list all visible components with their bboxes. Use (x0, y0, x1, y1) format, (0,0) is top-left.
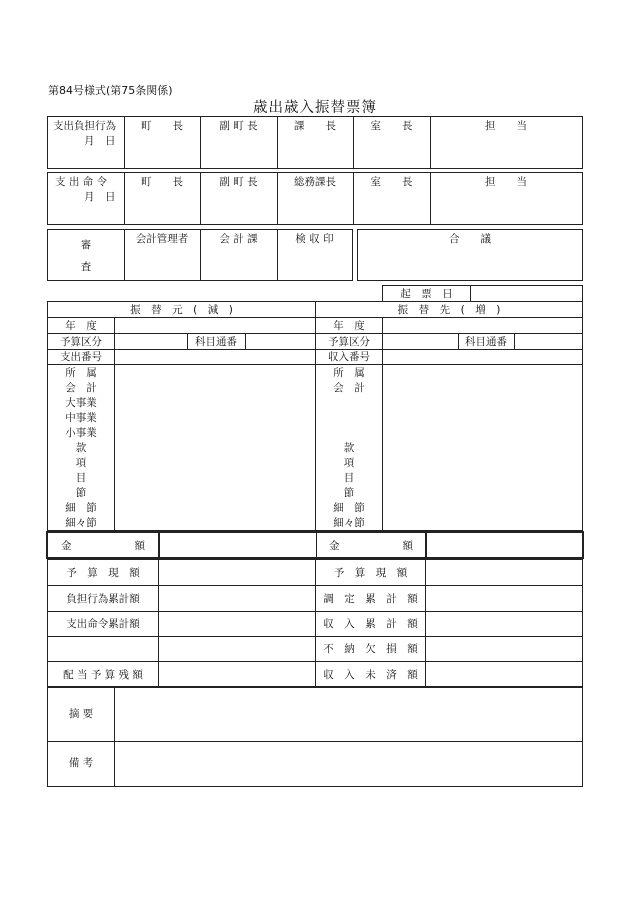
source-item-dept: 所 属 (65, 367, 97, 379)
dest-amount-label: 金 額 (329, 540, 413, 552)
revenue-cumulative-label: 収 入 累 計 額 (323, 618, 418, 630)
transfer-table (47, 301, 583, 531)
stamp-section-chief: 課 長 (294, 120, 336, 132)
dest-item-sub-setsu: 細 節 (333, 502, 365, 514)
audit-table (47, 229, 353, 281)
payment-label: 支 出 命 令 (55, 176, 108, 188)
source-item-major-project: 大事業 (65, 397, 97, 409)
council-label: 合 議 (449, 233, 491, 245)
stamp-deputy-mayor: 副 町 長 (219, 120, 258, 132)
source-item-moku: 目 (75, 472, 87, 484)
stamp-office-chief: 室 長 (370, 120, 413, 132)
notes-label: 備 考 (68, 757, 94, 769)
source-item-kan: 款 (75, 442, 87, 454)
dest-item-subsub-setsu: 細々節 (333, 517, 365, 529)
source-item-account: 会 計 (65, 382, 97, 394)
form-number: 第84号様式(第75条関係) (48, 84, 173, 97)
summary-table (47, 559, 583, 687)
uncollectible-loss-label: 不 納 欠 損 額 (323, 643, 418, 655)
revenue-outstanding-label: 収 入 未 済 額 (323, 669, 418, 681)
obligation-cumulative-label: 負担行為累計額 (66, 593, 140, 605)
budget-current-label: 予 算 現 額 (66, 567, 140, 579)
voucher-date-box (382, 285, 583, 302)
source-budget-class-label: 予算区分 (60, 336, 102, 348)
stamp-deputy-mayor-2: 副 町 長 (219, 176, 258, 188)
source-item-sub-setsu: 細 節 (65, 502, 97, 514)
transfer-destination-header: 振 替 先 ( 増 ) (397, 304, 501, 316)
form-title: 歳出歳入振替票簿 (253, 100, 377, 116)
dest-item-moku: 目 (343, 472, 355, 484)
source-subject-no-label: 科目通番 (195, 336, 237, 348)
assessment-cumulative-label: 調 定 累 計 額 (323, 593, 418, 605)
amount-row (46, 531, 584, 559)
payment-cumulative-label: 支出命令累計額 (66, 618, 140, 630)
summary-note-label: 摘 要 (68, 708, 94, 720)
obligation-date-label: 月 日 (84, 135, 116, 147)
dest-item-kou: 項 (343, 457, 355, 469)
council-box (357, 229, 583, 281)
source-year-label: 年 度 (65, 320, 97, 332)
stamp-accounting-section: 会 計 課 (219, 233, 258, 245)
dest-item-dept: 所 属 (333, 367, 365, 379)
stamp-mayor-2: 町 長 (141, 176, 183, 188)
audit-label-bottom: 査 (80, 261, 92, 273)
revenue-number-label: 収入番号 (328, 351, 370, 363)
approval-table-obligation (47, 116, 583, 169)
payment-date-label: 月 日 (84, 191, 116, 203)
dest-item-account: 会 計 (333, 382, 365, 394)
source-item-setsu: 節 (75, 487, 87, 499)
dest-subject-no-label: 科目通番 (465, 336, 507, 348)
dest-budget-current-label: 予 算 現 額 (333, 567, 408, 579)
stamp-inspection: 検 収 印 (295, 233, 334, 245)
stamp-accounting-manager: 会計管理者 (135, 233, 189, 245)
transfer-source-header: 振 替 元 ( 減 ) (130, 304, 233, 316)
source-item-kou: 項 (75, 457, 87, 469)
audit-label-top: 審 (80, 239, 92, 251)
stamp-staff-2: 担 当 (485, 176, 527, 188)
stamp-office-chief-2: 室 長 (370, 176, 413, 188)
source-item-subsub-setsu: 細々節 (65, 517, 97, 529)
allocated-budget-balance-label: 配 当 予 算 残 額 (63, 669, 143, 681)
stamp-staff: 担 当 (485, 120, 527, 132)
dest-year-label: 年 度 (333, 320, 365, 332)
dest-budget-class-label: 予算区分 (328, 336, 370, 348)
source-item-minor-project: 小事業 (65, 427, 97, 439)
dest-item-setsu: 節 (343, 487, 355, 499)
voucher-date-label: 起 票 日 (400, 288, 453, 300)
obligation-label: 支出負担行為 (53, 120, 116, 132)
remarks-table (47, 687, 583, 787)
approval-table-payment (47, 172, 583, 225)
dest-item-kan: 款 (343, 442, 355, 454)
source-item-mid-project: 中事業 (65, 412, 97, 424)
expenditure-number-label: 支出番号 (60, 351, 102, 363)
stamp-general-affairs-chief: 総務課長 (294, 176, 336, 188)
source-amount-label: 金 額 (61, 540, 145, 552)
stamp-mayor: 町 長 (141, 120, 183, 132)
